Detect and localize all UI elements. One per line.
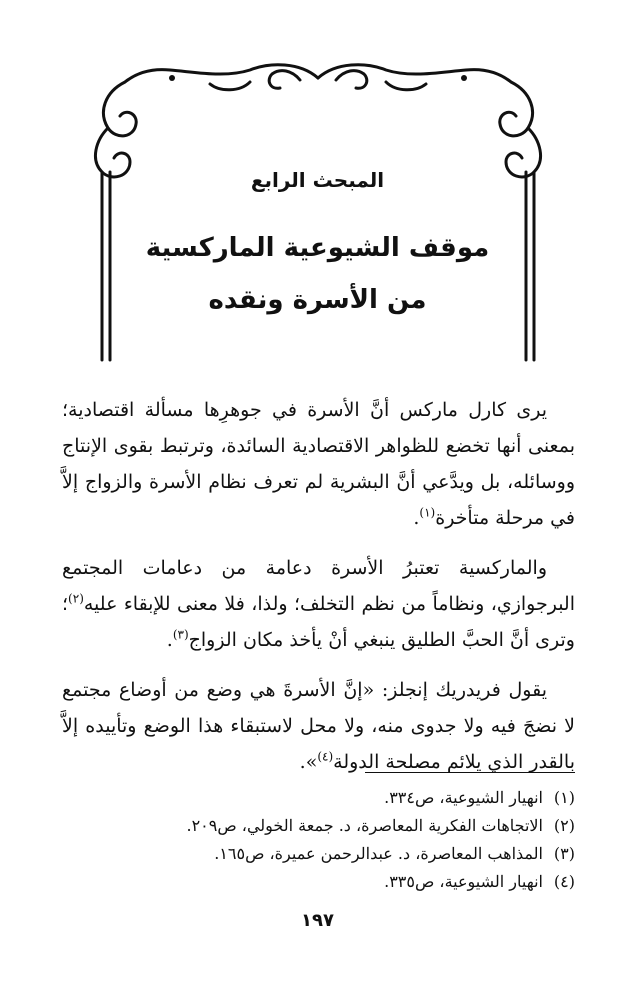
paragraph-1-text: يرى كارل ماركس أنَّ الأسرة في جوهرِها مسألة اقتصادية؛ بمعنى أنها تخضع للظواهر الاقتصادية السائدة، وترتبط بقوى الإنتاج ووسائله، بل ويدَّعي أنَّ البشرية لم تعرف نظام الأسرة والزواج إلاَّ في مرحلة متأخرة xyxy=(62,399,575,529)
decorative-frame-ornament xyxy=(0,0,635,400)
body-text xyxy=(62,392,575,794)
paragraph-1 xyxy=(62,392,575,536)
page-number: ١٩٧ xyxy=(301,910,334,931)
footnote-item xyxy=(62,812,575,840)
paragraph-2-text-b: ؛ وترى أنَّ الحبَّ الطليق ينبغي أنْ يأخذ مكان الزواج xyxy=(62,593,575,651)
footnote-text: المذاهب المعاصرة، د. عبدالرحمن عميرة، ص١٦٥. xyxy=(214,844,543,863)
paragraph-3 xyxy=(62,672,575,780)
footnote-number: (٢) xyxy=(553,816,575,835)
paragraph-3-text: يقول فريدريك إنجلز: «إنَّ الأسرةَ هي وضع من أوضاع مجتمع لا نضجَ فيه ولا جدوى منه، ولا محل لاستبقاء هذا الوضع وتأييده إلاَّ بالقدر الذي يلائم مصلحة الدولة xyxy=(62,679,575,773)
footnote-ref-1[interactable]: (١) xyxy=(419,505,436,520)
footnote-item xyxy=(62,868,575,896)
footnotes xyxy=(62,784,575,896)
footnote-ref-2[interactable]: (٢) xyxy=(68,591,84,606)
footnote-text: انهيار الشيوعية، ص٣٣٤. xyxy=(384,788,543,807)
footnote-number: (٤) xyxy=(553,872,575,891)
footnote-ref-3[interactable]: (٣) xyxy=(172,627,189,642)
footnote-item xyxy=(62,840,575,868)
paragraph-2-end: . xyxy=(166,629,173,651)
section-label: المبحث الرابع xyxy=(250,168,385,192)
paragraph-2 xyxy=(62,550,575,658)
paragraph-2-text-a: والماركسية تعتبرُ الأسرة دعامة من دعامات المجتمع البرجوازي، ونظاماً من نظم التخلف؛ ولذا، فلا معنى للإبقاء عليه xyxy=(62,557,575,615)
footnote-item xyxy=(62,784,575,812)
paragraph-1-end: . xyxy=(413,507,420,529)
footnote-ref-4[interactable]: (٤) xyxy=(317,749,334,764)
footnote-number: (١) xyxy=(553,788,575,807)
paragraph-3-end: ». xyxy=(299,751,318,773)
footnote-divider xyxy=(365,772,575,773)
footnote-text: انهيار الشيوعية، ص٣٣٥. xyxy=(384,872,543,891)
footnote-text: الاتجاهات الفكرية المعاصرة، د. جمعة الخولي، ص٢٠٩. xyxy=(186,816,543,835)
footnote-number: (٣) xyxy=(553,844,575,863)
chapter-title xyxy=(0,222,635,326)
chapter-title-line-1: موقف الشيوعية الماركسية xyxy=(145,233,490,263)
chapter-title-line-2: من الأسرة ونقده xyxy=(208,285,427,315)
